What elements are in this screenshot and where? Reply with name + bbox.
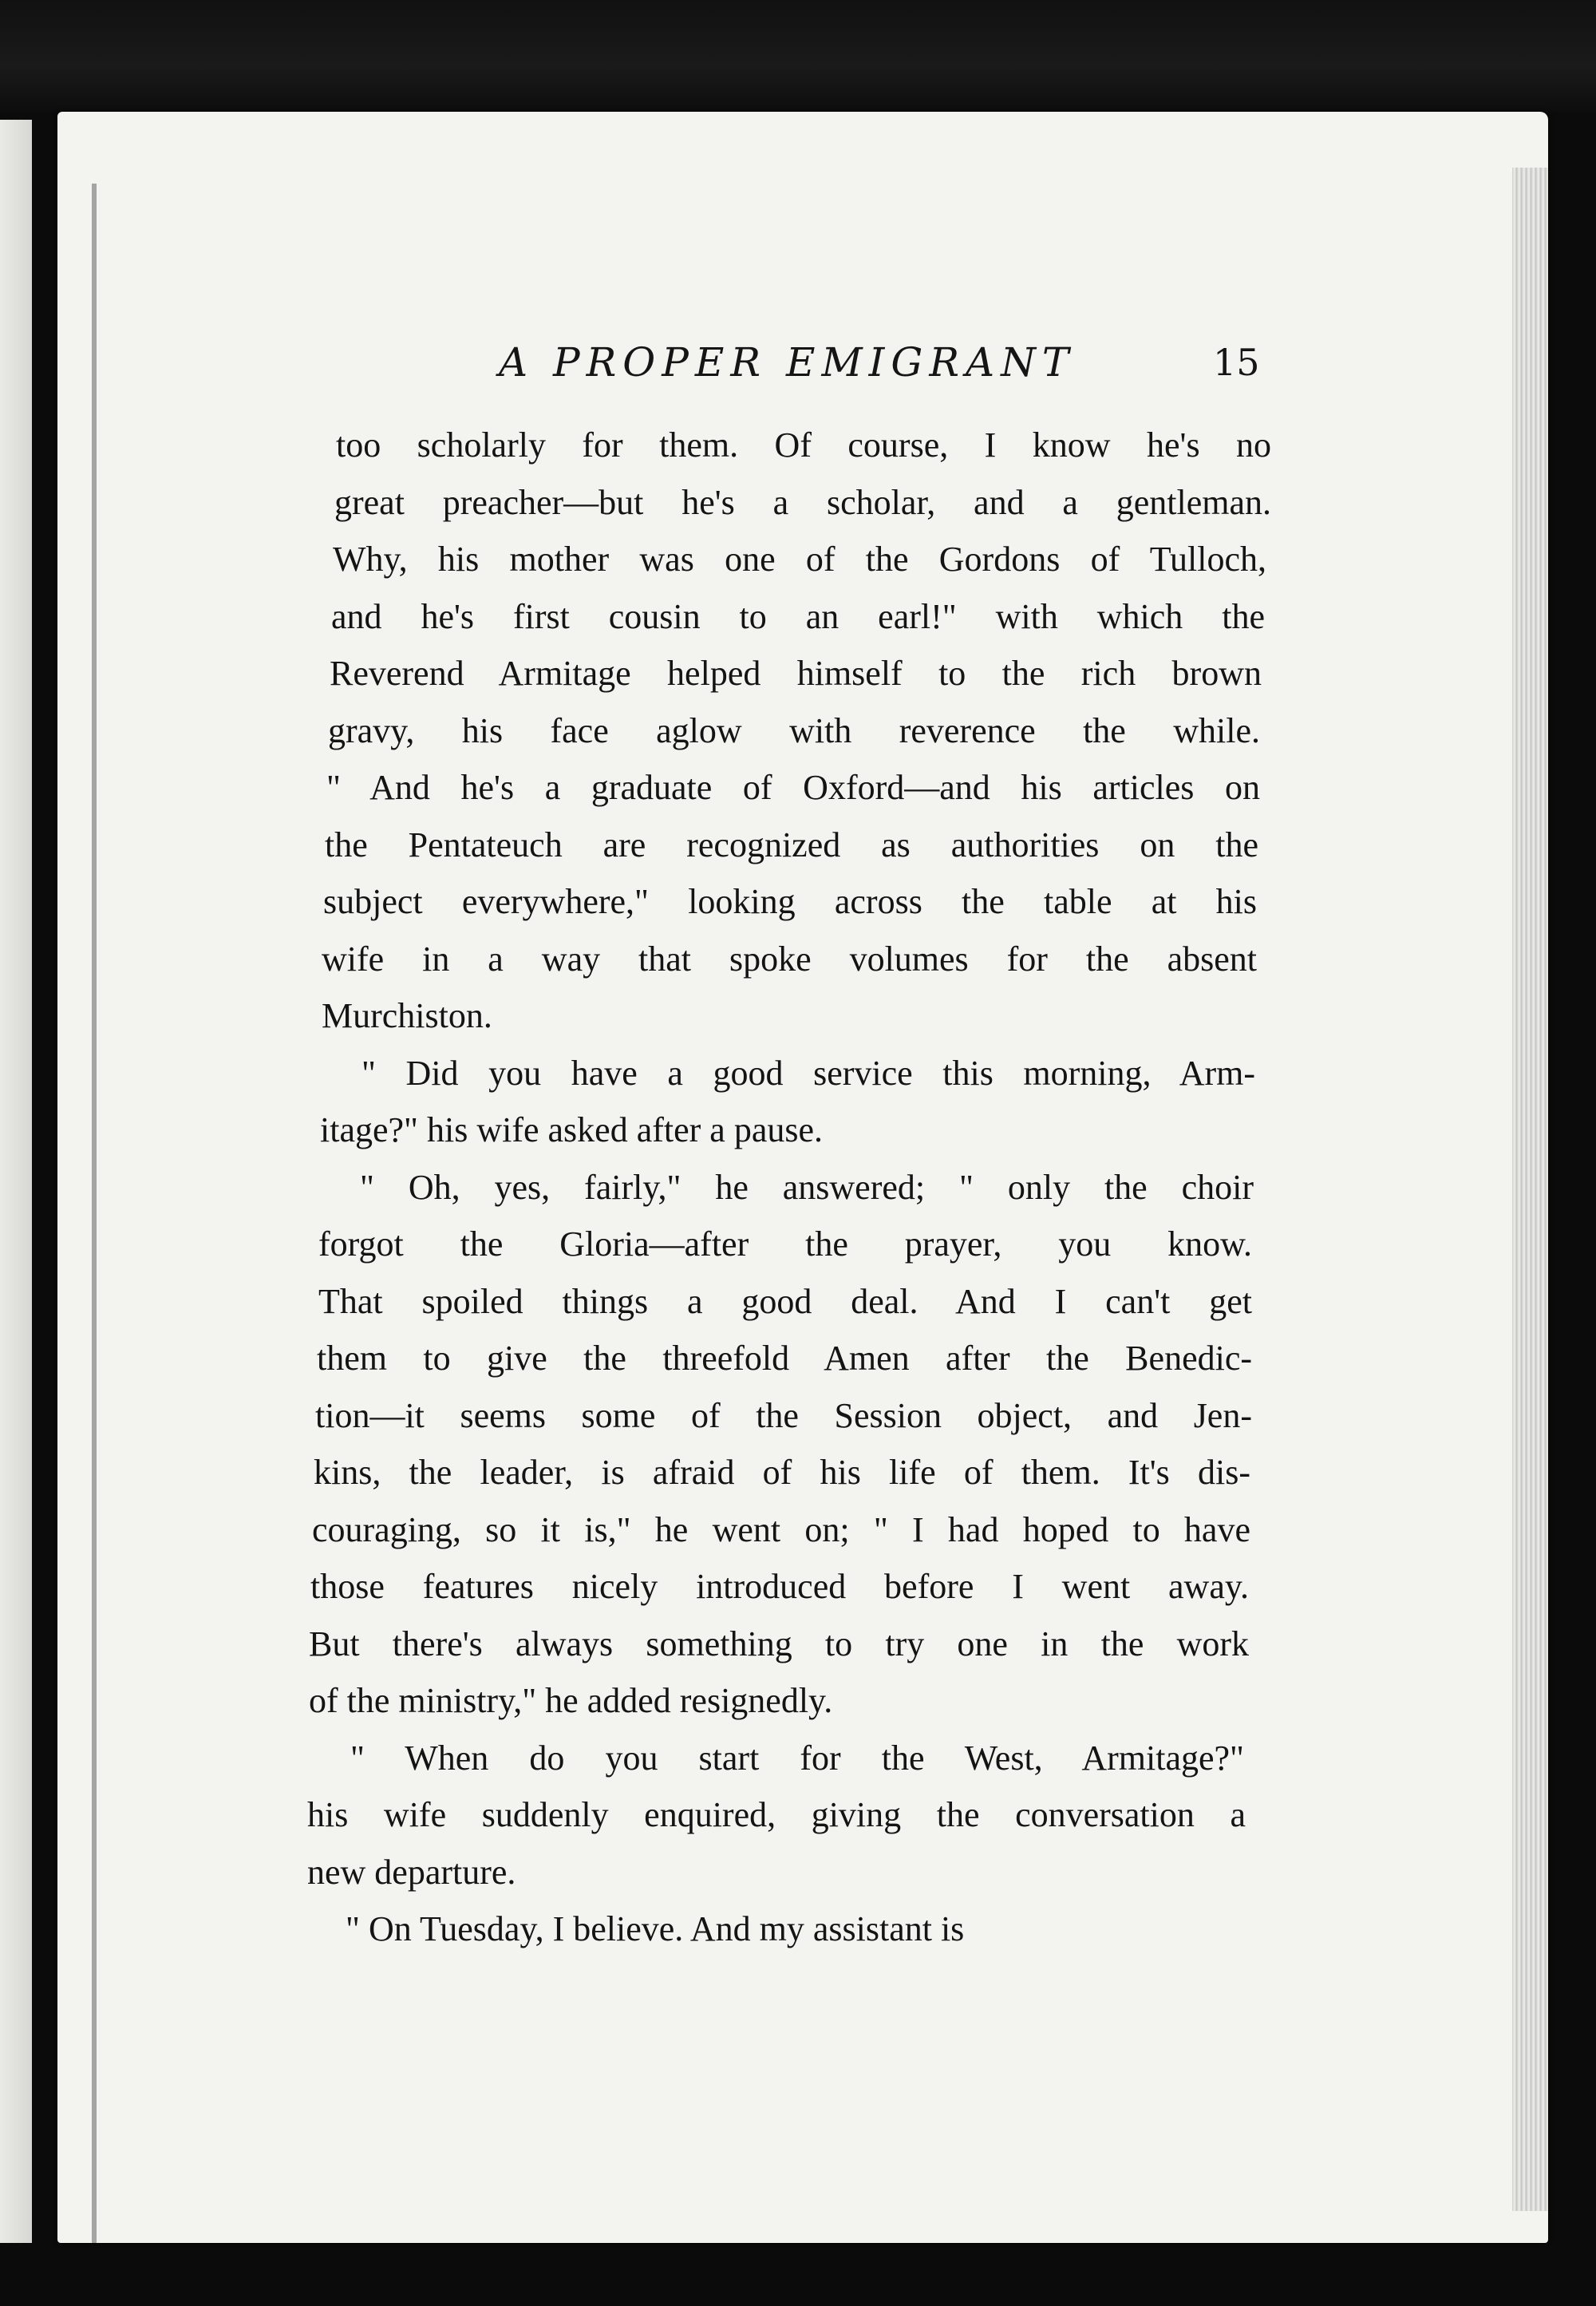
text-line: Murchiston. — [322, 996, 492, 1035]
scan-background — [0, 0, 1596, 112]
text-line: forgot the Gloria—after the prayer, you know. — [318, 1224, 1252, 1264]
text-line: new departure. — [307, 1852, 516, 1892]
text-line: itage?" his wife asked after a pause. — [320, 1110, 824, 1149]
page-stack-edge — [1512, 168, 1548, 2211]
text-line: of the ministry," he added resignedly. — [309, 1681, 833, 1720]
text-line: and he's first cousin to an earl!" with which the — [331, 596, 1265, 636]
running-title: A PROPER EMIGRANT — [499, 339, 1076, 386]
text-line: kins, the leader, is afraid of his life of them. It's dis- — [314, 1453, 1250, 1492]
text-line: couraging, so it is," he went on; " I had hoped to have — [312, 1509, 1250, 1549]
text-line: " When do you start for the West, Armitage?" — [350, 1738, 1244, 1778]
text-line: the Pentateuch are recognized as authorities on the — [325, 825, 1258, 864]
text-line: gravy, his face aglow with reverence the while. — [328, 710, 1260, 750]
text-line: too scholarly for them. Of course, I know he's no — [336, 425, 1271, 465]
text-line: " On Tuesday, I believe. And my assistant is — [346, 1909, 965, 1948]
text-line: " Did you have a good service this morning, Arm- — [361, 1053, 1255, 1093]
text-line: subject everywhere," looking across the table at his — [323, 882, 1257, 921]
page-header — [499, 339, 1297, 395]
text-line: That spoiled things a good deal. And I can't get — [318, 1281, 1252, 1321]
text-line: " And he's a graduate of Oxford—and his articles on — [326, 768, 1260, 807]
previous-page-edge — [0, 120, 32, 2243]
text-line: great preacher—but he's a scholar, and a gentleman. — [334, 482, 1271, 522]
text-line: them to give the threefold Amen after the Benedic- — [317, 1339, 1252, 1378]
page-number: 15 — [1213, 341, 1260, 384]
body-text — [307, 417, 1271, 1958]
text-line: Why, his mother was one of the Gordons of Tulloch, — [333, 540, 1266, 579]
text-line: tion—it seems some of the Session object, and Jen- — [315, 1395, 1252, 1435]
text-line: But there's always something to try one in the work — [309, 1624, 1249, 1663]
text-line: " Oh, yes, fairly," he answered; " only the choir — [360, 1167, 1254, 1207]
gutter-shadow — [92, 184, 97, 2243]
text-line: Reverend Armitage helped himself to the rich brown — [330, 654, 1262, 693]
text-line: those features nicely introduced before I went away. — [310, 1567, 1249, 1606]
text-line: wife in a way that spoke volumes for the absent — [322, 939, 1257, 979]
text-line: his wife suddenly enquired, giving the conversation a — [307, 1795, 1246, 1834]
